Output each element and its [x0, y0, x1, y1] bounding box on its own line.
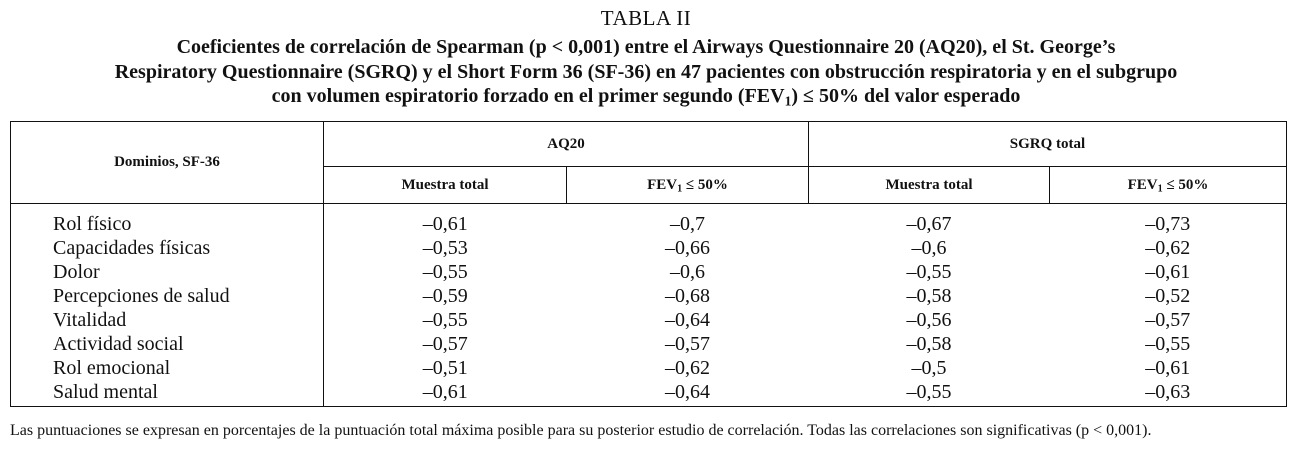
caption-line-3-start: con volumen espiratorio forzado en el primer segundo (FEV [271, 85, 785, 107]
sgrq-total-cell: –0,56 [906, 309, 952, 331]
table-label: TABLA II [600, 6, 692, 30]
table-row [11, 356, 1287, 380]
sgrq-fev-cell: –0,52 [1050, 284, 1287, 308]
sgrq-fev-cell: –0,62 [1050, 236, 1287, 260]
aq20-fev-cell: –0,64 [567, 380, 809, 407]
caption-line-1: Coeficientes de correlación de Spearman (p < 0,001) entre el Airways Questionnaire 20 (AQ20), el St. George’s [176, 36, 1116, 58]
fev-subscript: 1 [1157, 183, 1163, 195]
table-row [11, 284, 1287, 308]
fev-threshold: ≤ 50% [682, 176, 728, 193]
table-caption [12, 35, 1280, 109]
aq20-fev-cell: –0,6 [670, 261, 705, 283]
domain-cell: Percepciones de salud [11, 284, 324, 308]
table-body [11, 204, 1287, 407]
domain-cell: Salud mental [11, 380, 324, 407]
fev-label: FEV [1127, 176, 1158, 193]
row-header-dominios: Dominios, SF-36 [11, 122, 324, 204]
domain-cell: Vitalidad [11, 308, 324, 332]
sgrq-total-cell: –0,55 [906, 261, 952, 283]
caption-subscript: 1 [784, 93, 792, 109]
aq20-total-cell: –0,51 [422, 357, 468, 379]
domain-cell: Dolor [11, 260, 324, 284]
aq20-total-cell: –0,61 [324, 380, 567, 407]
sgrq-fev-cell: –0,55 [1050, 332, 1287, 356]
aq20-total-cell: –0,53 [422, 237, 468, 259]
table-row [11, 308, 1287, 332]
col-header-aq20-fev [567, 167, 809, 204]
sgrq-total-cell: –0,58 [906, 285, 952, 307]
aq20-fev-cell: –0,68 [665, 285, 710, 307]
aq20-total-cell: –0,57 [422, 333, 468, 355]
sgrq-total-cell: –0,67 [906, 213, 952, 235]
sgrq-fev-cell: –0,57 [1050, 308, 1287, 332]
sgrq-total-cell: –0,5 [911, 357, 947, 379]
sgrq-fev-cell: –0,61 [1050, 260, 1287, 284]
fev-subscript: 1 [677, 183, 683, 195]
caption-line-2: Respiratory Questionnaire (SGRQ) y el Short Form 36 (SF-36) en 47 pacientes con obstrucción respiratoria y en el subgrupo [114, 60, 1178, 83]
sgrq-total-cell: –0,55 [809, 380, 1050, 407]
aq20-fev-cell: –0,66 [665, 237, 710, 259]
table-row [11, 236, 1287, 260]
table-row [11, 204, 1287, 237]
table-row [11, 260, 1287, 284]
domain-cell: Actividad social [11, 332, 324, 356]
aq20-total-cell: –0,55 [422, 261, 468, 283]
col-header-sgrq-total: Muestra total [809, 167, 1050, 204]
col-header-sgrq-fev [1050, 167, 1287, 204]
aq20-fev-cell: –0,62 [665, 357, 710, 379]
table-footnote: Las puntuaciones se expresan en porcentajes de la puntuación total máxima posible para su posterior estudio de correlación. Todas las correlaciones son significativas (p < 0,001). [10, 422, 1152, 439]
domain-cell: Rol emocional [11, 356, 324, 380]
correlation-table [10, 121, 1287, 407]
fev-label: FEV [647, 176, 678, 193]
table-row [11, 332, 1287, 356]
caption-line-3-end: ) ≤ 50% del valor esperado [791, 85, 1021, 107]
aq20-fev-cell: –0,57 [665, 333, 710, 355]
aq20-total-cell: –0,59 [422, 285, 468, 307]
sgrq-total-cell: –0,58 [906, 333, 952, 355]
aq20-fev-cell: –0,7 [670, 213, 705, 235]
group-header-sgrq: SGRQ total [809, 122, 1287, 167]
caption-line-3 [12, 84, 1280, 109]
aq20-fev-cell: –0,64 [665, 309, 710, 331]
aq20-total-cell: –0,61 [422, 213, 468, 235]
sgrq-fev-cell: –0,63 [1050, 380, 1287, 407]
group-header-aq20: AQ20 [324, 122, 809, 167]
sgrq-total-cell: –0,6 [911, 237, 947, 259]
fev-threshold: ≤ 50% [1162, 176, 1209, 193]
domain-cell: Capacidades físicas [11, 236, 324, 260]
col-header-aq20-total: Muestra total [324, 167, 567, 204]
sgrq-fev-cell: –0,73 [1050, 204, 1287, 237]
sgrq-fev-cell: –0,61 [1050, 356, 1287, 380]
table-header [11, 122, 1287, 204]
domain-cell: Rol físico [11, 204, 324, 237]
aq20-total-cell: –0,55 [422, 309, 468, 331]
table-row [11, 380, 1287, 407]
